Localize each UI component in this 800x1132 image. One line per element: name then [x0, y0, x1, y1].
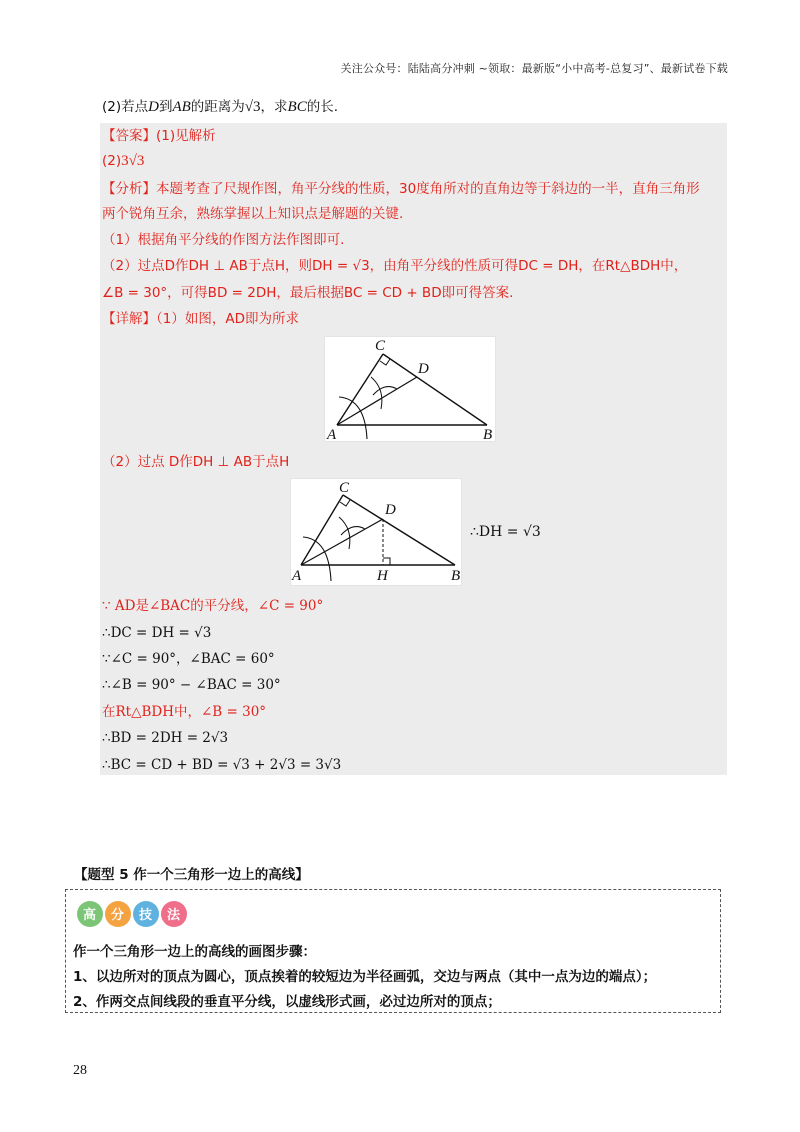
figure-1 [324, 336, 496, 442]
detail-line-4: ∴∠B = 90° − ∠BAC = 30° [102, 677, 281, 693]
bisector-ad [301, 519, 383, 565]
right-angle-mark-h [383, 558, 390, 565]
answer-line-2: (2)3√3 [102, 153, 145, 169]
segment-ac [301, 495, 343, 565]
answer-tag: 【答案】 [102, 128, 156, 144]
right-angle-mark-c [340, 500, 350, 506]
tip-heading: 作一个三角形一边上的高线的画图步骤： [73, 944, 316, 960]
arc-cross-1 [339, 517, 350, 549]
detail-line-5: 在Rt△BDH中，∠B = 30° [102, 704, 267, 720]
segment-ac [337, 354, 383, 425]
label-c: C [375, 338, 386, 354]
logo-char-2: 分 [111, 908, 125, 923]
detail-step1: 【详解】（1）如图，AD即为所求 [102, 311, 299, 327]
dh-value: ∴DH = √3 [470, 524, 541, 540]
detail-tag: 【详解】 [102, 311, 156, 327]
label-a: A [292, 568, 302, 584]
detail-line-1: ∵ AD是∠BAC的平分线，∠C = 90° [102, 598, 324, 614]
analysis-line-2: 两个锐角互余，熟练掌握以上知识点是解题的关键. [102, 206, 404, 222]
logo-char-3: 技 [139, 908, 153, 923]
label-a: A [327, 427, 337, 441]
tip-step-2: 2、作两交点间线段的垂直平分线，以虚线形式画，必过边所对的顶点； [73, 994, 501, 1010]
analysis-line-3: （1）根据角平分线的作图方法作图即可. [102, 232, 345, 248]
logo-char-1: 高 [83, 908, 97, 923]
page-number: 28 [73, 1063, 87, 1078]
detail-line-3: ∵∠C = 90°，∠BAC = 60° [102, 651, 275, 667]
section-title: 【题型 5 作一个三角形一边上的高线】 [74, 867, 309, 883]
detail-line-2: ∴DC = DH = √3 [102, 625, 212, 641]
header-note: 关注公众号：陆陆高分冲刺 ~领取：最新版“小中高考-总复习”、最新试卷下载 [340, 62, 728, 75]
label-b: B [483, 427, 493, 441]
label-d: D [418, 361, 429, 377]
detail-step2: （2）过点 D作DH ⊥ AB于点H [102, 454, 290, 470]
analysis-line-1: 【分析】本题考查了尺规作图，角平分线的性质，30度角所对的直角边等于斜边的一半，直角三角形 [102, 181, 700, 197]
logo-char-4: 法 [167, 908, 181, 923]
label-h: H [377, 568, 388, 584]
analysis-line-4: （2）过点D作DH ⊥ AB于点H，则DH = √3，由角平分线的性质可得DC = DH，在Rt△BDH中， [102, 258, 688, 274]
label-d: D [385, 502, 396, 518]
question-part2: (2)若点D到AB的距离为√3，求BC的长. [102, 99, 338, 115]
detail-line-7: ∴BC = CD + BD = √3 + 2√3 = 3√3 [102, 757, 342, 773]
analysis-line-5: ∠B = 30°，可得BD = 2DH，最后根据BC = CD + BD即可得答案. [102, 285, 514, 301]
answer-line-1: 【答案】(1)见解析 [102, 128, 216, 144]
label-c: C [339, 480, 350, 496]
label-b: B [451, 568, 461, 584]
segment-cb [383, 354, 487, 425]
segment-cb [343, 495, 455, 565]
tip-step-1: 1、以边所对的顶点为圆心，顶点挨着的较短边为半径画弧，交边与两点（其中一点为边的端点）； [73, 969, 657, 985]
arc-large [303, 537, 331, 581]
analysis-tag: 【分析】 [102, 181, 156, 197]
arc-large [339, 397, 367, 439]
detail-line-6: ∴BD = 2DH = 2√3 [102, 730, 229, 746]
tip-logo [74, 896, 198, 936]
figure-2 [290, 478, 462, 586]
right-angle-mark [380, 359, 390, 365]
